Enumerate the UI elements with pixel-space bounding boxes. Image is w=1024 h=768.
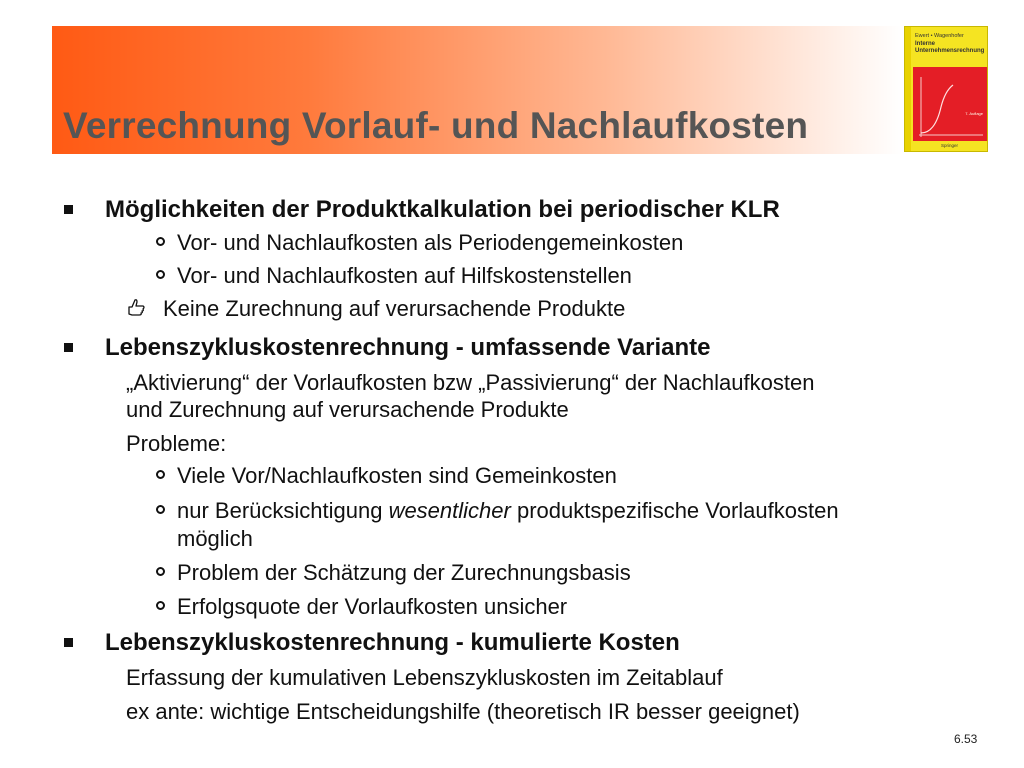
book-edition: 7. Auflage xyxy=(965,111,983,116)
list-item: Vor- und Nachlaufkosten auf Hilfskostenstellen xyxy=(177,263,632,288)
page-number: 6.53 xyxy=(954,732,978,746)
list-item: Vor- und Nachlaufkosten als Periodengemeinkosten xyxy=(177,230,684,255)
list-item-text: produktspezifische Vorlaufkosten xyxy=(510,498,839,523)
problems-label: Probleme: xyxy=(126,431,227,456)
slide-title: Verrechnung Vorlauf- und Nachlaufkosten xyxy=(63,105,809,146)
pointing-hand-icon xyxy=(126,298,148,318)
book-spine-stripe xyxy=(905,27,911,151)
conclusion-text: Keine Zurechnung auf verursachende Produkte xyxy=(163,296,626,321)
list-item: Viele Vor/Nachlaufkosten sind Gemeinkosten xyxy=(177,463,617,488)
book-cover-image xyxy=(904,26,988,152)
book-publisher: Springer xyxy=(941,143,959,148)
list-item-text: nur Berücksichtigung xyxy=(177,498,389,523)
ring-bullet-icon xyxy=(156,505,165,514)
ring-bullet-icon xyxy=(156,470,165,479)
paragraph-line: ex ante: wichtige Entscheidungshilfe (theoretisch IR besser geeignet) xyxy=(126,699,800,724)
ring-bullet-icon xyxy=(156,567,165,576)
list-item: Problem der Schätzung der Zurechnungsbasis xyxy=(177,560,631,585)
emphasized-word: wesentlicher xyxy=(388,498,511,523)
book-title-line-2: Unternehmensrechnung xyxy=(915,48,985,54)
book-cover-graphic xyxy=(913,67,987,141)
square-bullet-icon xyxy=(64,205,73,214)
paragraph-line: und Zurechnung auf verursachende Produkte xyxy=(126,397,569,422)
square-bullet-icon xyxy=(64,343,73,352)
paragraph-line: „Aktivierung“ der Vorlaufkosten bzw „Passivierung“ der Nachlaufkosten xyxy=(126,370,815,395)
book-title xyxy=(915,41,984,55)
section-heading-3: Lebenszykluskostenrechnung - kumulierte Kosten xyxy=(105,629,680,656)
book-author: Ewert • Wagenhofer xyxy=(915,33,964,39)
paragraph-line: Erfassung der kumulativen Lebenszykluskosten im Zeitablauf xyxy=(126,665,723,690)
ring-bullet-icon xyxy=(156,270,165,279)
section-heading-2: Lebenszykluskostenrechnung - umfassende Variante xyxy=(105,334,711,361)
ring-bullet-icon xyxy=(156,237,165,246)
book-curve-icon xyxy=(913,67,987,141)
ring-bullet-icon xyxy=(156,601,165,610)
book-title-line-1: Interne xyxy=(915,41,936,47)
list-item: Erfolgsquote der Vorlaufkosten unsicher xyxy=(177,594,568,619)
section-heading-1: Möglichkeiten der Produktkalkulation bei periodischer KLR xyxy=(105,196,780,223)
list-item-continuation: möglich xyxy=(177,526,253,551)
square-bullet-icon xyxy=(64,638,73,647)
list-item xyxy=(177,498,839,524)
